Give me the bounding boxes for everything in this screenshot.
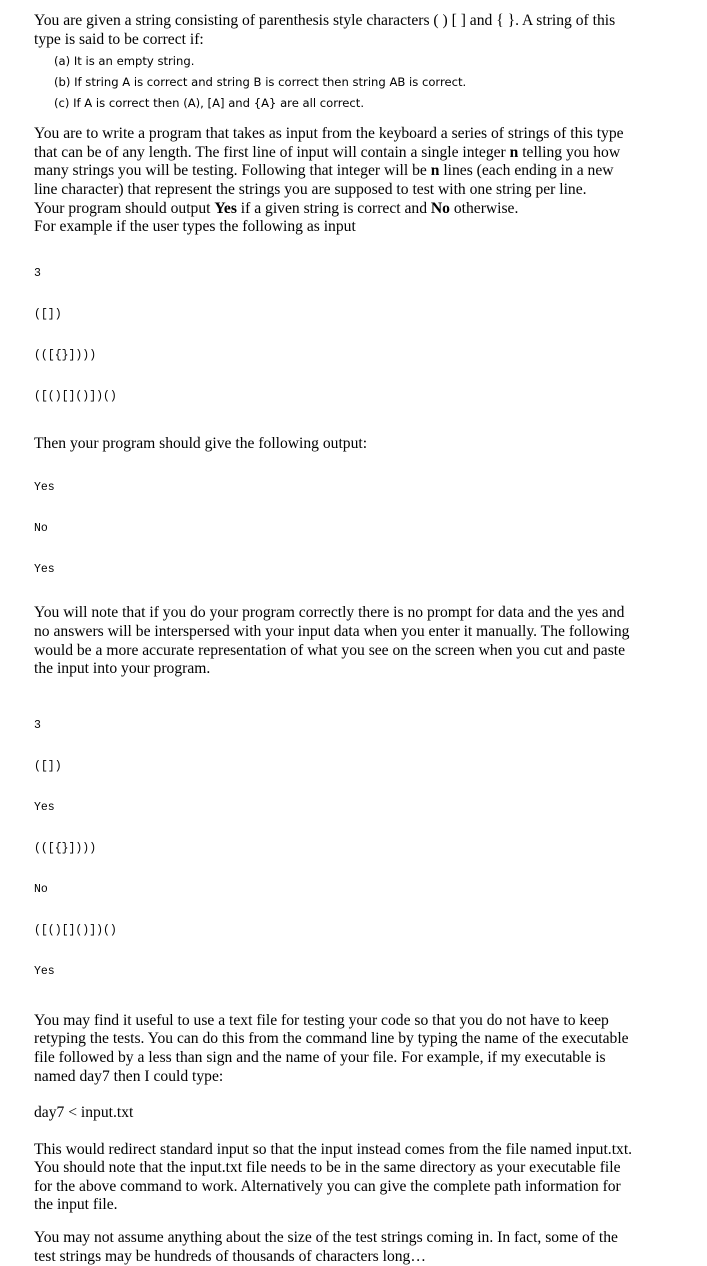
text-line: This would redirect standard input so that the input instead comes from the file named input.txt. (34, 1140, 633, 1158)
text-line: type is said to be correct if: (34, 30, 204, 48)
code-line: ([]) (34, 759, 62, 773)
text-line: that can be of any length. The first line of input will contain a single integer n telling you how (34, 143, 621, 161)
code-line: ([]) (34, 307, 62, 321)
text-line: no answers will be interspersed with your input data when you enter it manually. The following (34, 622, 630, 640)
code-line: Yes (34, 481, 55, 495)
code-line: Yes (34, 800, 55, 814)
code-line: (([{}]))) (34, 841, 97, 855)
text-line: for the above command to work. Alternatively you can give the complete path information for (34, 1177, 621, 1195)
code-line: (([{}]))) (34, 348, 97, 362)
code-line: Yes (34, 964, 55, 978)
text-line: the input into your program. (34, 660, 211, 678)
text-line: You are to write a program that takes as input from the keyboard a series of strings of this type (34, 125, 624, 143)
text-line: Then your program should give the following output: (34, 434, 368, 452)
correctness-rules-list (54, 51, 707, 114)
redirect-paragraph (34, 1141, 707, 1215)
text-line: For example if the user types the following as input (34, 218, 356, 236)
rule-item: (b) If string A is correct and string B is correct then string AB is correct. (54, 75, 467, 90)
text-line: named day7 then I could type: (34, 1067, 224, 1085)
text-line: would be a more accurate representation of what you see on the screen when you cut and paste (34, 641, 626, 659)
code-line: No (34, 882, 48, 896)
text-line: day7 < input.txt (34, 1104, 134, 1122)
code-line: 3 (34, 718, 41, 732)
text-line: the input file. (34, 1196, 118, 1214)
code-line: ([()[]()])() (34, 389, 117, 403)
text-line: test strings may be hundreds of thousands of characters long… (34, 1247, 426, 1265)
text-line: file followed by a less than sign and the name of your file. For example, if my executable is (34, 1048, 606, 1066)
code-line: No (34, 522, 48, 536)
text-line: many strings you will be testing. Following that integer will be n lines (each ending in a new (34, 162, 614, 180)
text-line: You may find it useful to use a text file for testing your code so that you do not have to keep (34, 1011, 609, 1029)
text-line: You will note that if you do your program correctly there is no prompt for data and the yes and (34, 604, 625, 622)
rule-item: (c) If A is correct then (A), [A] and {A} are all correct. (54, 96, 365, 111)
task-paragraph (34, 125, 707, 237)
text-line: Your program should output Yes if a given string is correct and No otherwise. (34, 199, 519, 217)
intro-paragraph (34, 12, 707, 49)
text-line: You may not assume anything about the size of the test strings coming in. In fact, some of the (34, 1229, 618, 1247)
interleave-paragraph (34, 604, 707, 678)
text-line: You should note that the input.txt file needs to be in the same directory as your executable file (34, 1159, 621, 1177)
size-paragraph (34, 1229, 707, 1266)
text-line: You are given a string consisting of parenthesis style characters ( ) [ ] and { }. A string of this (34, 12, 616, 29)
rule-item: (a) It is an empty string. (54, 54, 195, 69)
input-example (34, 240, 707, 417)
output-example (34, 454, 707, 590)
command-example (34, 1104, 707, 1123)
then-text (34, 435, 707, 454)
code-line: 3 (34, 266, 41, 280)
code-line: Yes (34, 563, 55, 577)
text-line: retyping the tests. You can do this from the command line by typing the name of the executable (34, 1030, 629, 1048)
text-file-paragraph (34, 1012, 707, 1086)
text-line: line character) that represent the strings you are supposed to test with one string per line. (34, 180, 587, 198)
code-line: ([()[]()])() (34, 923, 117, 937)
interleaved-example (34, 692, 707, 992)
